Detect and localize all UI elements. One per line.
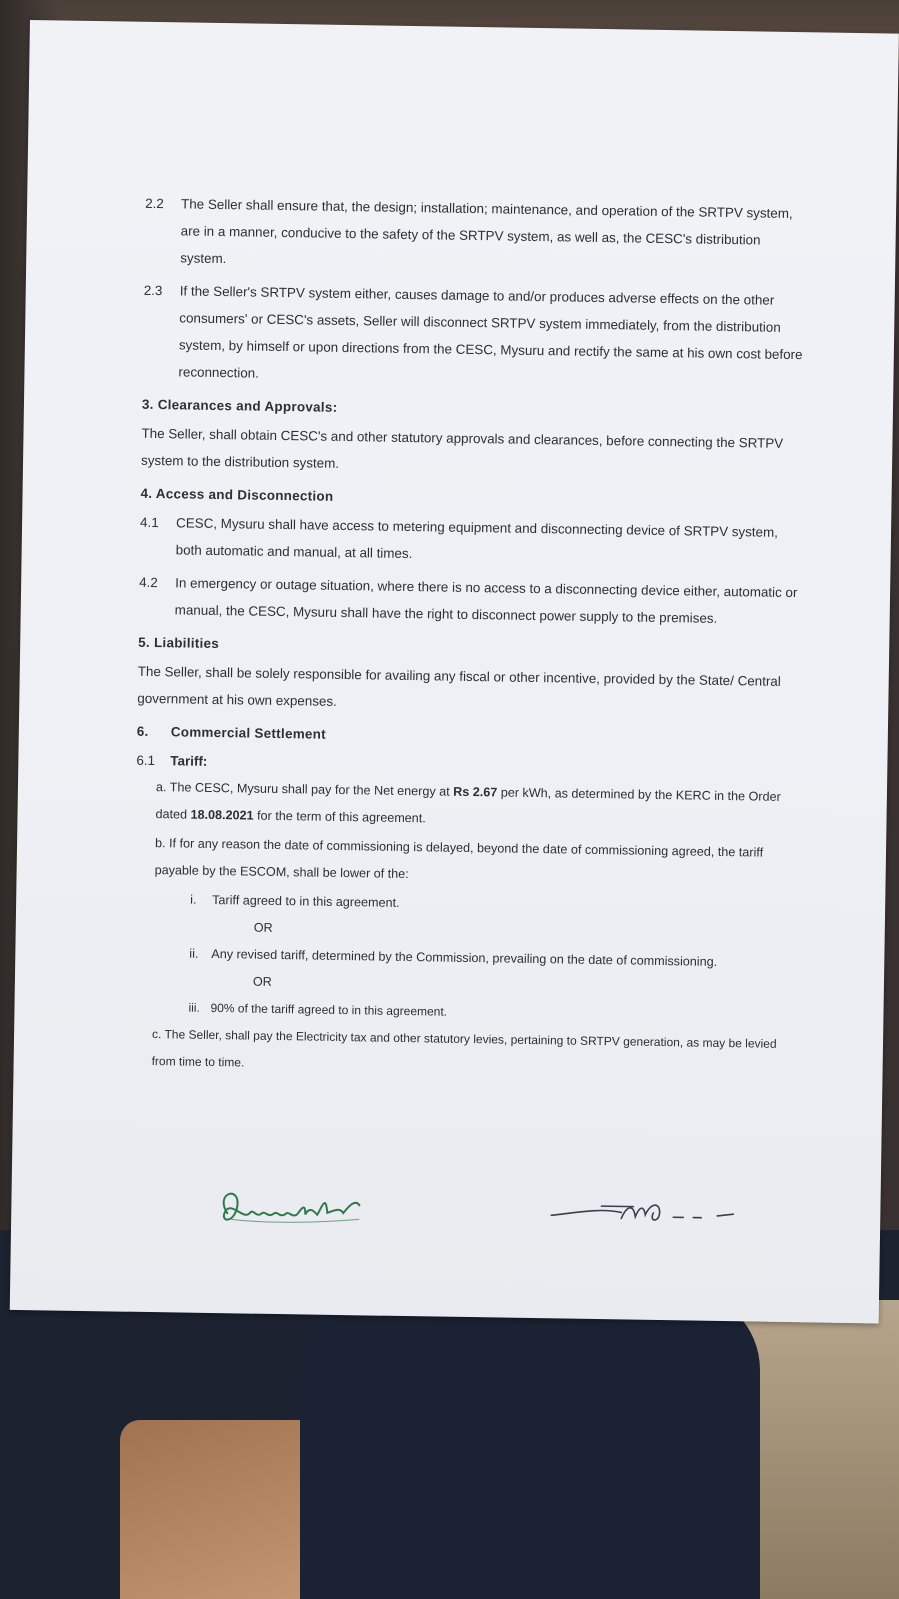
option-number: i. [190,892,197,907]
clause-2-2 [144,190,805,281]
tariff-item-a [135,774,796,838]
option-text: Tariff agreed to in this agreement. [212,892,400,910]
section-3-text: The Seller, shall obtain CESC's and other statutory approvals and clearances, before connecting the SRTPV system to the distribution system. [140,425,784,471]
section-title: Commercial Settlement [170,724,327,742]
or-separator: OR [253,920,273,935]
option-number: iii. [188,1000,200,1015]
item-a-mid: per kWh, as determined by the KERC in the Order dated [155,785,781,822]
option-text: 90% of the tariff agreed to in this agreement. [210,1000,448,1019]
tariff-item-c: c. The Seller, shall pay the Electricity tax and other statutory levies, pertaining to SRTPV generation, as may be levied from time to time. [151,1027,777,1070]
clause-title: Tariff: [170,753,208,769]
clause-text: If the Seller's SRTPV system either, causes damage to and/or produces adverse effects on the other consumers' or CESC's assets, Seller will disconnect SRTPV system immediately, from the distribution system, by himself or upon directions from the CESC, Mysuru and rectify the same at his own cost before reconnection. [178,283,803,381]
order-date: 18.08.2021 [190,807,254,823]
clause-4-2 [139,569,800,633]
clause-4-1 [139,509,800,573]
item-a-prefix: a. The CESC, Mysuru shall pay for the Net energy at [155,780,450,799]
signature-left [209,1183,390,1236]
tariff-rate: Rs 2.67 [453,784,498,800]
clause-number: 6.1 [136,752,156,769]
clause-number: 2.3 [143,282,163,299]
clause-text: In emergency or outage situation, where there is no access to a disconnecting device either, automatic or manual, the CESC, Mysuru shall have the right to disconnect power supply to the premises. [174,575,798,626]
clause-number: 2.2 [145,195,164,212]
background-knee [300,1290,760,1599]
clause-number: 4.2 [139,574,158,591]
item-a-suffix: for the term of this agreement. [256,808,426,826]
option-text: Any revised tariff, determined by the Commission, prevailing on the date of commissioning. [211,946,718,969]
document-body [131,190,805,1087]
or-separator: OR [252,974,272,989]
option-number: ii. [189,946,199,961]
section-5-heading: 5. Liabilities [138,634,220,652]
tariff-item-b: b. If for any reason the date of commissioning is delayed, beyond the date of commissioning agreed, the tariff payable by the ESCOM, shall be lower of the: [154,836,764,882]
section-5-text: The Seller, shall be solely responsible for availing any fiscal or other incentive, provided by the State/ Central government at his own expenses. [137,663,781,709]
section-number: 6. [136,723,149,739]
clause-text: CESC, Mysuru shall have access to metering equipment and disconnecting device of SRTPV system, both automatic and manual, at all times. [175,515,779,562]
clause-2-3 [142,277,804,395]
section-3-heading: 3. Clearances and Approvals: [141,396,338,415]
section-4-heading: 4. Access and Disconnection [140,485,334,504]
document-page [10,20,899,1323]
clause-number: 4.1 [140,514,159,531]
signature-right [541,1193,762,1236]
clause-text: The Seller shall ensure that, the design; installation; maintenance, and operation of the SRTPV system, are in a manner, conducive to the safety of the SRTPV system, as well as, the CESC's distribution system. [180,196,793,267]
